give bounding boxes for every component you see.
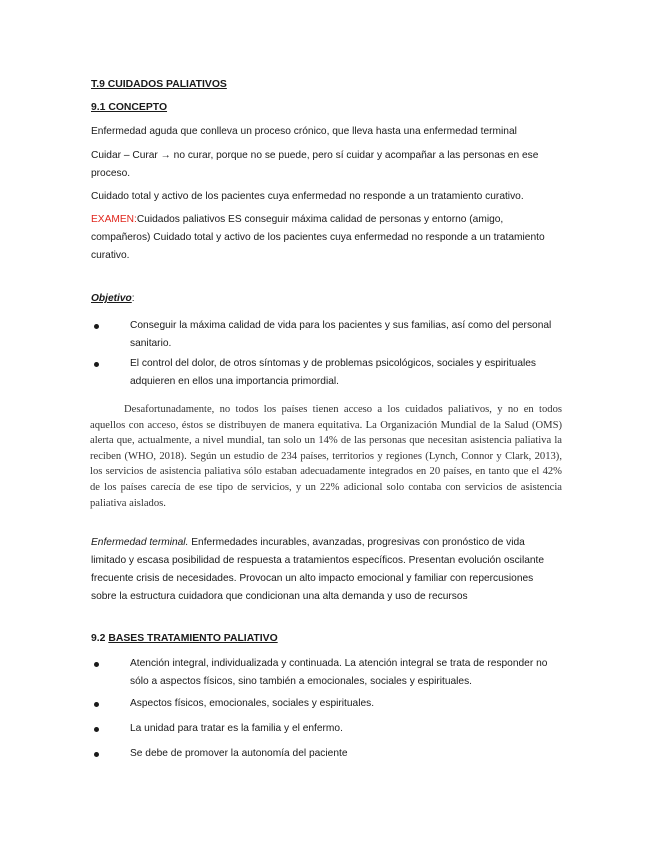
objective-label: Objetivo xyxy=(91,293,132,304)
objective-heading xyxy=(91,290,561,308)
section-heading-concepto: 9.1 CONCEPTO xyxy=(91,102,168,113)
objective-colon: : xyxy=(131,293,135,304)
bullet-icon xyxy=(94,727,99,732)
list-item: La unidad para tratar es la familia y el enfermo. xyxy=(112,720,552,738)
paragraph-enfermedad-terminal xyxy=(91,534,561,606)
examen-text: Cuidados paliativos ES conseguir máxima calidad de personas y entorno (amigo, compañeros) Cuidado total y activo de los pacientes cuya enfermedad no responde a un tratamiento curativo. xyxy=(91,214,545,261)
section-heading-bases xyxy=(91,630,561,648)
document-title: T.9 CUIDADOS PALIATIVOS xyxy=(91,79,227,90)
section-title: BASES TRATAMIENTO PALIATIVO xyxy=(108,633,278,644)
list-item: Atención integral, individualizada y continuada. La atención integral se trata de responder no sólo a aspectos físicos, sino también a emocionales, sociales y espirituales. xyxy=(112,655,552,691)
bullet-icon xyxy=(94,752,99,757)
examen-label: EXAMEN: xyxy=(91,214,137,225)
quoted-excerpt: Desafortunadamente, no todos los países tienen acceso a los cuidados paliativos, y no en todos aquellos con acceso, éstos se distribuyen de manera equitativa. La Organización Mundial de la Salud (OMS) alerta que, actualmente, a nivel mundial, tan solo un 14% de las personas que necesitan asistencia paliativa la reciben (WHO, 2018). Según un estudio de 234 países, territorios y regiones (Lynch, Connor y Clark, 2013), los servicios de asistencia paliativa sólo estaban adecuadamente integrados en 20 países, en tanto que el 42% de los países carecía de ese tipo de servicios, y un 22% adicional solo contaba con servicios de asistencia paliativa aislados. xyxy=(90,404,562,509)
section-number: 9.2 xyxy=(91,633,109,644)
paragraph-cuidar-curar: Cuidar – Curar → no curar, porque no se puede, pero sí cuidar y acompañar a las personas en ese proceso. xyxy=(91,150,539,179)
bullet-icon xyxy=(94,702,99,707)
paragraph-cuidado-total: Cuidado total y activo de los pacientes cuya enfermedad no responde a un tratamiento curativo. xyxy=(91,191,524,202)
bullet-icon xyxy=(94,362,99,367)
list-item: Conseguir la máxima calidad de vida para los pacientes y sus familias, así como del personal sanitario. xyxy=(112,317,552,353)
list-item: Aspectos físicos, emocionales, sociales y espirituales. xyxy=(112,695,552,713)
bullet-icon xyxy=(94,662,99,667)
terminal-text: Enfermedades incurables, avanzadas, progresivas con pronóstico de vida limitado y escasa posibilidad de respuesta a tratamientos específicos. Presentan evolución oscilante frecuente crisis de necesidades. Provocan un alto impacto emocional y familiar con repercusiones sobre la estructura cuidadora que condicionan una alta demanda y uso de recursos xyxy=(91,537,545,602)
list-item: Se debe de promover la autonomía del paciente xyxy=(112,745,552,763)
bullet-icon xyxy=(94,324,99,329)
paragraph-examen xyxy=(91,211,561,265)
list-item: El control del dolor, de otros síntomas y de problemas psicológicos, sociales y espirituales adquieren en ellos una importancia primordial. xyxy=(112,355,552,391)
terminal-label: Enfermedad terminal. xyxy=(91,537,189,548)
paragraph-definition: Enfermedad aguda que conlleva un proceso crónico, que lleva hasta una enfermedad terminal xyxy=(91,126,517,137)
